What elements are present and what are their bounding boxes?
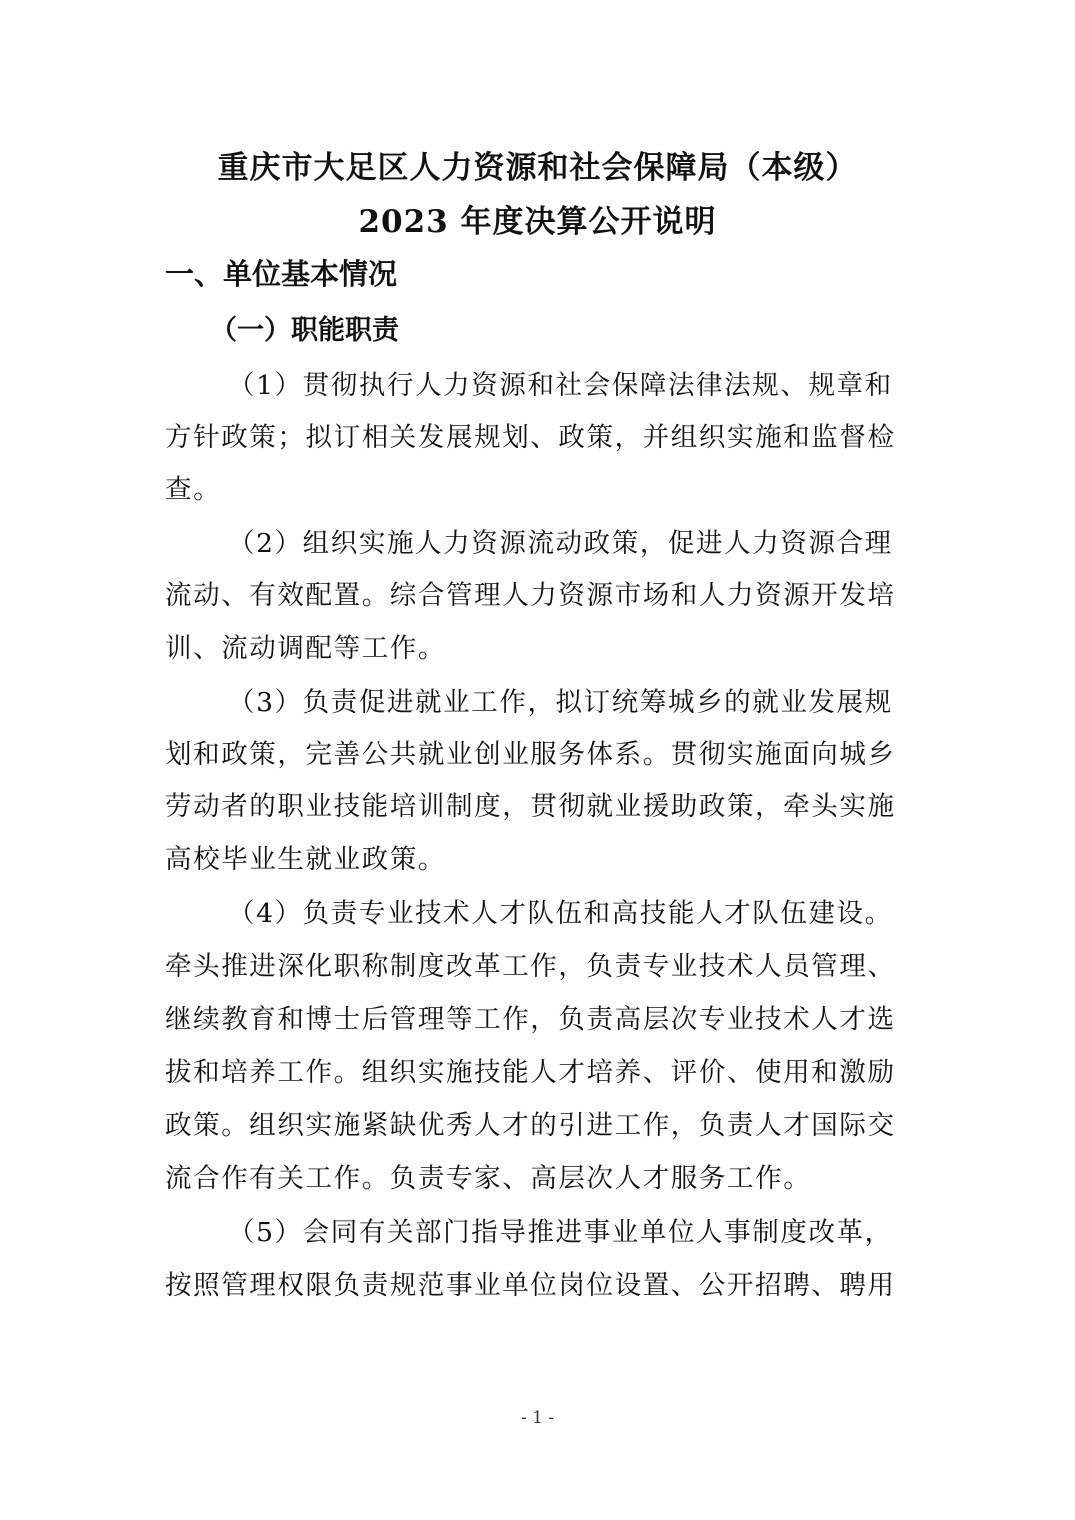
paragraph-4-line-4: 拔和培养工作。组织实施技能人才培养、评价、使用和激励 [165,1057,896,1088]
paragraph-3-line-4: 高校毕业生就业政策。 [165,844,446,875]
section-heading: 一、单位基本情况 [165,257,398,291]
paragraph-5-line-2: 按照管理权限负责规范事业单位岗位设置、公开招聘、聘用 [165,1270,896,1301]
paragraph-3-line-1: （3）负责促进就业工作，拟订统筹城乡的就业发展规 [228,687,893,718]
subsection-heading: （一）职能职责 [210,315,399,346]
paragraph-3-line-3: 劳动者的职业技能培训制度，贯彻就业援助政策，牵头实施 [165,791,896,822]
paragraph-2-line-3: 训、流动调配等工作。 [165,633,446,664]
paragraph-2-line-1: （2）组织实施人力资源流动政策，促进人力资源合理 [228,528,893,559]
paragraph-2-line-2: 流动、有效配置。综合管理人力资源市场和人力资源开发培 [165,580,896,611]
paragraph-1-line-3: 查。 [165,474,222,505]
page-number: - 1 - [520,1408,555,1428]
paragraph-5-line-1: （5）会同有关部门指导推进事业单位人事制度改革， [228,1217,893,1248]
paragraph-4-line-3: 继续教育和博士后管理等工作，负责高层次专业技术人才选 [165,1004,896,1035]
paragraph-4-line-1: （4）负责专业技术人才队伍和高技能人才队伍建设。 [228,898,893,929]
document-title-line2: 2023 年度决算公开说明 [358,204,717,240]
paragraph-3-line-2: 划和政策，完善公共就业创业服务体系。贯彻实施面向城乡 [165,739,896,770]
paragraph-4-line-6: 流合作有关工作。负责专家、高层次人才服务工作。 [165,1163,812,1194]
paragraph-1-line-1: （1）贯彻执行人力资源和社会保障法律法规、规章和 [228,370,893,401]
paragraph-1-line-2: 方针政策；拟订相关发展规划、政策，并组织实施和监督检 [165,422,896,453]
paragraph-4-line-5: 政策。组织实施紧缺优秀人才的引进工作，负责人才国际交 [165,1110,896,1141]
paragraph-4-line-2: 牵头推进深化职称制度改革工作，负责专业技术人员管理、 [165,951,896,982]
document-title-line1: 重庆市大足区人力资源和社会保障局（本级） [217,150,858,186]
